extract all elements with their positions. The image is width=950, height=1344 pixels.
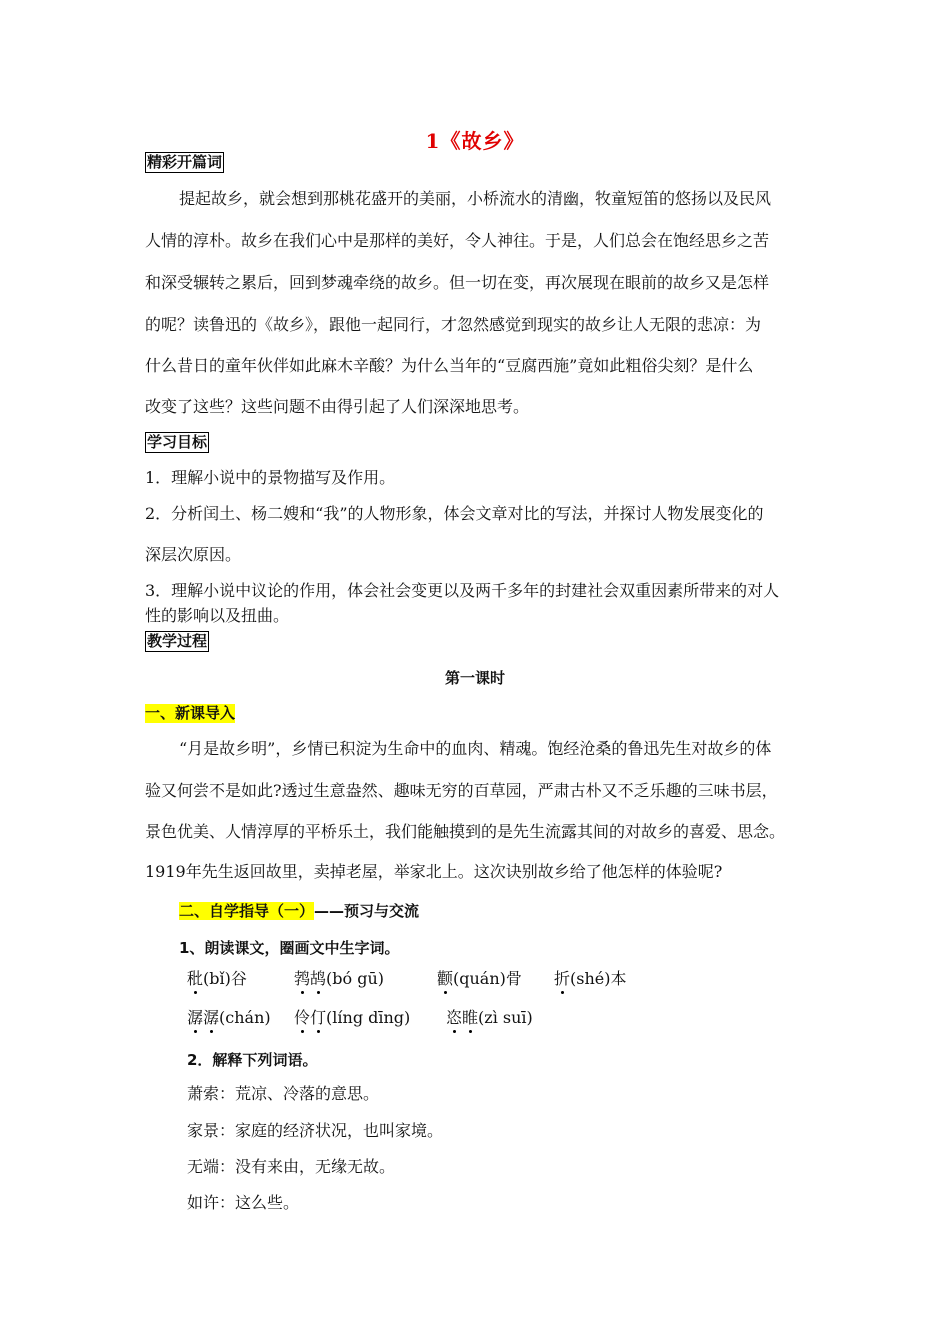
- vocab-item: 秕(bǐ)谷: [187, 969, 247, 988]
- part1-line: “月是故乡明”，乡情已积淀为生命中的血肉、精魂。饱经沧桑的鲁迅先生对故乡的体: [179, 739, 772, 758]
- goal-item: 2．分析闰土、杨二嫂和“我”的人物形象，体会文章对比的写法，并探讨人物发展变化的: [145, 504, 764, 523]
- vocab-item: 鹁鸪(bó gū): [294, 969, 385, 988]
- intro-heading: 精彩开篇词: [147, 153, 223, 171]
- lesson-title: 第一课时: [444, 669, 505, 687]
- part1-heading: 一、新课导入: [145, 704, 236, 722]
- goal-item: 1．理解小说中的景物描写及作用。: [145, 468, 396, 487]
- intro-line: 提起故乡，就会想到那桃花盛开的美丽，小桥流水的清幽，牧童短笛的悠扬以及民风: [179, 189, 772, 208]
- intro-line: 的呢？读鲁迅的《故乡》，跟他一起同行，才忽然感觉到现实的故乡让人无限的悲凉：为: [145, 315, 762, 334]
- definition: 无端：没有来由，无缘无故。: [187, 1157, 396, 1176]
- goal-item: 深层次原因。: [145, 545, 242, 564]
- goal-item: 3．理解小说中议论的作用，体会社会变更以及两千多年的封建社会双重因素所带来的对人: [145, 581, 780, 600]
- vocab-item: 伶仃(líng dīng): [294, 1008, 411, 1027]
- part1-line: 景色优美、人情淳厚的平桥乐土，我们能触摸到的是先生流露其间的对故乡的喜爱、思念。: [145, 822, 786, 841]
- definition: 家景：家庭的经济状况，也叫家境。: [187, 1121, 444, 1140]
- task2: 2．解释下列词语。: [187, 1051, 318, 1069]
- vocab-item: 颧(quán)骨: [437, 969, 522, 988]
- vocab-item: 折(shé)本: [554, 969, 627, 988]
- intro-line: 和深受辗转之累后，回到梦魂牵绕的故乡。但一切在变，再次展现在眼前的故乡又是怎样: [145, 273, 770, 292]
- part2-heading: [179, 900, 419, 921]
- process-heading: 教学过程: [147, 632, 208, 650]
- goal-item: 性的影响以及扭曲。: [145, 606, 290, 625]
- definition: 如许：这么些。: [187, 1193, 300, 1212]
- part2-heading-highlight: 二、自学指导（一）: [179, 902, 315, 920]
- page-title: 1《故乡》: [425, 129, 525, 153]
- task1: 1、朗读课文，圈画文中生字词。: [179, 939, 400, 957]
- intro-line: 人情的淳朴。故乡在我们心中是那样的美好，令人神往。于是，人们总会在饱经思乡之苦: [145, 231, 770, 250]
- part1-line: 1919年先生返回故里，卖掉老屋，举家北上。这次诀别故乡给了他怎样的体验呢?: [145, 862, 723, 881]
- intro-line: 什么昔日的童年伙伴如此麻木辛酸？为什么当年的“豆腐西施”竟如此粗俗尖刻？是什么: [145, 356, 754, 375]
- vocab-item: 恣睢(zì suī): [446, 1008, 533, 1027]
- definition: 萧索：荒凉、冷落的意思。: [187, 1084, 380, 1103]
- part2-heading-rest: ——预习与交流: [314, 902, 420, 920]
- part1-line: 验又何尝不是如此?透过生意盎然、趣味无穷的百草园，严肃古朴又不乏乐趣的三味书层，: [145, 781, 778, 800]
- goals-heading: 学习目标: [147, 433, 208, 451]
- vocab-item: 潺潺(chán): [187, 1008, 271, 1027]
- intro-line: 改变了这些？这些问题不由得引起了人们深深地思考。: [145, 397, 530, 416]
